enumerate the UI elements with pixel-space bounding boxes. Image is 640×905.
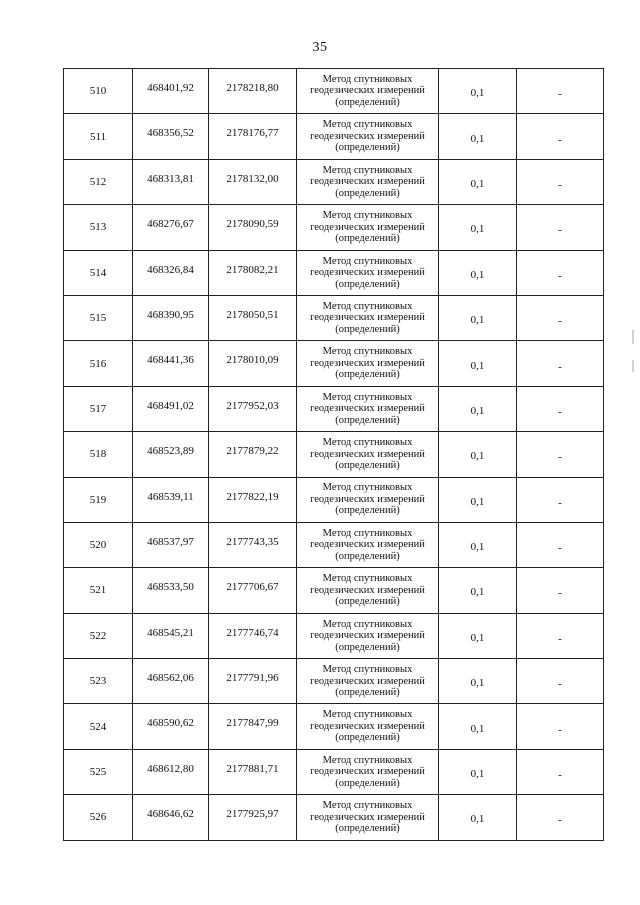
x-coordinate-cell: 468545,21 bbox=[133, 613, 209, 658]
y-coordinate-cell: 2178090,59 bbox=[209, 205, 297, 250]
point-number-cell: 517 bbox=[64, 386, 133, 431]
table-row bbox=[64, 522, 604, 567]
description-cell: - bbox=[517, 659, 604, 704]
point-number-cell: 513 bbox=[64, 205, 133, 250]
method-cell bbox=[297, 704, 439, 749]
method-text-line: геодезических измерений bbox=[310, 130, 425, 142]
table-row bbox=[64, 250, 604, 295]
point-number-cell: 519 bbox=[64, 477, 133, 522]
method-text-line: геодезических измерений bbox=[310, 267, 425, 278]
y-coordinate-cell: 2177822,19 bbox=[209, 477, 297, 522]
method-cell bbox=[297, 568, 439, 613]
point-number-cell: 516 bbox=[64, 341, 133, 386]
y-coordinate-cell: 2177746,74 bbox=[209, 613, 297, 658]
table-row bbox=[64, 386, 604, 431]
accuracy-cell: 0,1 bbox=[439, 704, 517, 749]
point-number-cell: 523 bbox=[64, 659, 133, 704]
accuracy-cell: 0,1 bbox=[439, 613, 517, 658]
description-cell: - bbox=[517, 522, 604, 567]
accuracy-cell: 0,1 bbox=[439, 341, 517, 386]
accuracy-cell: 0,1 bbox=[439, 568, 517, 613]
y-coordinate-cell: 2177952,03 bbox=[209, 386, 297, 431]
description-cell: - bbox=[517, 432, 604, 477]
method-text-line: (определений) bbox=[335, 505, 400, 517]
y-coordinate-cell: 2178176,77 bbox=[209, 114, 297, 159]
method-text-line: (определений) bbox=[335, 823, 400, 835]
description-cell: - bbox=[517, 69, 604, 114]
table-row bbox=[64, 205, 604, 250]
method-text-line: Метод спутниковых bbox=[322, 300, 413, 312]
table-row bbox=[64, 159, 604, 204]
point-number-cell: 518 bbox=[64, 432, 133, 477]
point-number-cell: 524 bbox=[64, 704, 133, 749]
point-number-cell: 522 bbox=[64, 613, 133, 658]
y-coordinate-cell: 2178132,00 bbox=[209, 159, 297, 204]
method-text-line: (определений) bbox=[335, 323, 400, 335]
method-text-line: Метод спутниковых bbox=[322, 573, 413, 585]
method-cell bbox=[297, 386, 439, 431]
point-number-cell: 515 bbox=[64, 295, 133, 340]
y-coordinate-cell: 2177879,22 bbox=[209, 432, 297, 477]
method-text-line: геодезических измерений bbox=[310, 85, 425, 97]
method-text-line: Метод спутниковых bbox=[322, 618, 413, 630]
description-cell: - bbox=[517, 295, 604, 340]
method-text-line: Метод спутниковых bbox=[322, 73, 413, 85]
coordinates-table bbox=[63, 68, 604, 841]
description-cell: - bbox=[517, 114, 604, 159]
method-text-line: Метод спутниковых bbox=[322, 709, 413, 721]
x-coordinate-cell: 468491,02 bbox=[133, 386, 209, 431]
method-cell bbox=[297, 295, 439, 340]
table-row bbox=[64, 295, 604, 340]
table-row bbox=[64, 613, 604, 658]
description-cell: - bbox=[517, 795, 604, 840]
table-row bbox=[64, 568, 604, 613]
method-cell bbox=[297, 69, 439, 114]
table-row bbox=[64, 69, 604, 114]
method-text-line: Метод спутниковых bbox=[322, 164, 413, 176]
description-cell: - bbox=[517, 613, 604, 658]
x-coordinate-cell: 468401,92 bbox=[133, 69, 209, 114]
method-text-line: Метод спутниковых bbox=[322, 119, 413, 131]
y-coordinate-cell: 2178050,51 bbox=[209, 295, 297, 340]
point-number-cell: 521 bbox=[64, 568, 133, 613]
description-cell: - bbox=[517, 477, 604, 522]
table-row bbox=[64, 659, 604, 704]
description-cell: - bbox=[517, 205, 604, 250]
method-text-line: геодезических измерений bbox=[310, 539, 425, 551]
x-coordinate-cell: 468313,81 bbox=[133, 159, 209, 204]
description-cell: - bbox=[517, 704, 604, 749]
method-text-line: (определений) bbox=[335, 414, 400, 426]
description-cell: - bbox=[517, 341, 604, 386]
method-text-line: Метод спутниковых bbox=[322, 482, 413, 494]
method-text-line: (определений) bbox=[335, 732, 400, 744]
method-text-line: геодезических измерений bbox=[310, 630, 425, 642]
accuracy-cell: 0,1 bbox=[439, 659, 517, 704]
description-cell: - bbox=[517, 749, 604, 794]
method-cell bbox=[297, 250, 439, 295]
accuracy-cell: 0,1 bbox=[439, 205, 517, 250]
y-coordinate-cell: 2178082,21 bbox=[209, 250, 297, 295]
x-coordinate-cell: 468646,62 bbox=[133, 795, 209, 840]
y-coordinate-cell: 2177847,99 bbox=[209, 704, 297, 749]
method-cell bbox=[297, 114, 439, 159]
method-text-line: Метод спутниковых bbox=[322, 437, 413, 449]
description-cell: - bbox=[517, 250, 604, 295]
description-cell: - bbox=[517, 159, 604, 204]
method-text-line: (определений) bbox=[335, 278, 400, 290]
x-coordinate-cell: 468590,62 bbox=[133, 704, 209, 749]
x-coordinate-cell: 468562,06 bbox=[133, 659, 209, 704]
method-cell bbox=[297, 159, 439, 204]
method-text-line: геодезических измерений bbox=[310, 811, 425, 823]
y-coordinate-cell: 2177791,96 bbox=[209, 659, 297, 704]
method-text-line: геодезических измерений bbox=[310, 493, 425, 505]
x-coordinate-cell: 468523,89 bbox=[133, 432, 209, 477]
table-row bbox=[64, 432, 604, 477]
description-cell: - bbox=[517, 386, 604, 431]
x-coordinate-cell: 468356,52 bbox=[133, 114, 209, 159]
point-number-cell: 525 bbox=[64, 749, 133, 794]
y-coordinate-cell: 2178010,09 bbox=[209, 341, 297, 386]
point-number-cell: 514 bbox=[64, 250, 133, 295]
accuracy-cell: 0,1 bbox=[439, 795, 517, 840]
x-coordinate-cell: 468326,84 bbox=[133, 250, 209, 295]
description-cell: - bbox=[517, 568, 604, 613]
method-text-line: (определений) bbox=[335, 187, 400, 199]
y-coordinate-cell: 2177706,67 bbox=[209, 568, 297, 613]
method-text-line: геодезических измерений bbox=[310, 584, 425, 596]
x-coordinate-cell: 468390,95 bbox=[133, 295, 209, 340]
method-text-line: Метод спутниковых bbox=[322, 255, 413, 267]
x-coordinate-cell: 468537,97 bbox=[133, 522, 209, 567]
method-text-line: (определений) bbox=[335, 142, 400, 154]
y-coordinate-cell: 2177743,35 bbox=[209, 522, 297, 567]
method-text-line: (определений) bbox=[335, 369, 400, 381]
accuracy-cell: 0,1 bbox=[439, 432, 517, 477]
accuracy-cell: 0,1 bbox=[439, 250, 517, 295]
y-coordinate-cell: 2178218,80 bbox=[209, 69, 297, 114]
x-coordinate-cell: 468441,36 bbox=[133, 341, 209, 386]
accuracy-cell: 0,1 bbox=[439, 69, 517, 114]
method-text-line: Метод спутниковых bbox=[322, 210, 413, 222]
method-cell bbox=[297, 613, 439, 658]
method-text-line: (определений) bbox=[335, 777, 400, 789]
method-text-line: (определений) bbox=[335, 596, 400, 608]
method-text-line: геодезических измерений bbox=[310, 176, 425, 188]
method-text-line: Метод спутниковых bbox=[322, 346, 413, 358]
table-row bbox=[64, 795, 604, 840]
method-text-line: (определений) bbox=[335, 550, 400, 562]
accuracy-cell: 0,1 bbox=[439, 477, 517, 522]
method-cell bbox=[297, 205, 439, 250]
method-text-line: Метод спутниковых bbox=[322, 391, 413, 403]
x-coordinate-cell: 468276,67 bbox=[133, 205, 209, 250]
point-number-cell: 511 bbox=[64, 114, 133, 159]
method-text-line: Метод спутниковых bbox=[322, 800, 413, 812]
method-text-line: геодезических измерений bbox=[310, 448, 425, 460]
accuracy-cell: 0,1 bbox=[439, 159, 517, 204]
method-cell bbox=[297, 659, 439, 704]
method-text-line: (определений) bbox=[335, 96, 400, 108]
table-row bbox=[64, 704, 604, 749]
method-text-line: (определений) bbox=[335, 460, 400, 472]
scan-edge-mark bbox=[632, 360, 634, 372]
method-text-line: геодезических измерений bbox=[310, 221, 425, 233]
method-text-line: (определений) bbox=[335, 641, 400, 653]
accuracy-cell: 0,1 bbox=[439, 386, 517, 431]
table-row bbox=[64, 114, 604, 159]
table-row bbox=[64, 341, 604, 386]
method-text-line: геодезических измерений bbox=[310, 766, 425, 778]
method-text-line: (определений) bbox=[335, 233, 400, 245]
method-cell bbox=[297, 477, 439, 522]
method-cell bbox=[297, 432, 439, 477]
table-row bbox=[64, 477, 604, 522]
coordinates-table-body bbox=[64, 69, 604, 841]
accuracy-cell: 0,1 bbox=[439, 749, 517, 794]
method-text-line: геодезических измерений bbox=[310, 403, 425, 415]
point-number-cell: 526 bbox=[64, 795, 133, 840]
point-number-cell: 520 bbox=[64, 522, 133, 567]
y-coordinate-cell: 2177925,97 bbox=[209, 795, 297, 840]
accuracy-cell: 0,1 bbox=[439, 295, 517, 340]
method-cell bbox=[297, 749, 439, 794]
method-text-line: (определений) bbox=[335, 687, 400, 699]
accuracy-cell: 0,1 bbox=[439, 522, 517, 567]
method-cell bbox=[297, 341, 439, 386]
accuracy-cell: 0,1 bbox=[439, 114, 517, 159]
x-coordinate-cell: 468539,11 bbox=[133, 477, 209, 522]
method-text-line: Метод спутниковых bbox=[322, 664, 413, 676]
point-number-cell: 512 bbox=[64, 159, 133, 204]
method-cell bbox=[297, 795, 439, 840]
method-text-line: Метод спутниковых bbox=[322, 527, 413, 539]
y-coordinate-cell: 2177881,71 bbox=[209, 749, 297, 794]
page-number: 35 bbox=[312, 40, 328, 55]
method-text-line: геодезических измерений bbox=[310, 675, 425, 687]
x-coordinate-cell: 468533,50 bbox=[133, 568, 209, 613]
point-number-cell: 510 bbox=[64, 69, 133, 114]
x-coordinate-cell: 468612,80 bbox=[133, 749, 209, 794]
method-cell bbox=[297, 522, 439, 567]
scan-edge-mark bbox=[632, 330, 634, 344]
method-text-line: геодезических измерений bbox=[310, 357, 425, 369]
method-text-line: геодезических измерений bbox=[310, 312, 425, 324]
method-text-line: Метод спутниковых bbox=[322, 754, 413, 766]
method-text-line: геодезических измерений bbox=[310, 720, 425, 732]
table-row bbox=[64, 749, 604, 794]
